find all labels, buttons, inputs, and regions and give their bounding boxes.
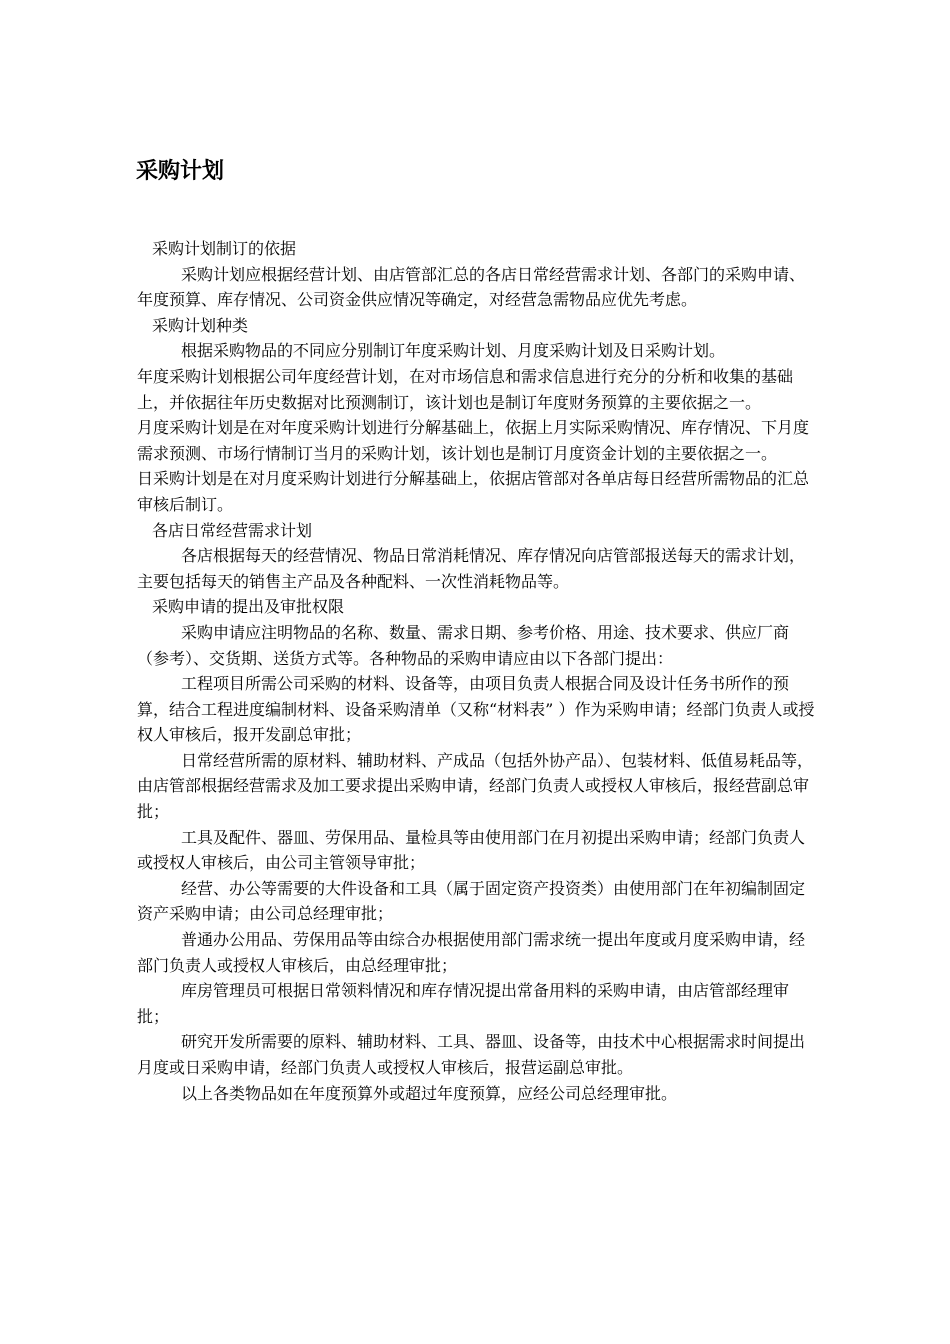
paragraph-application-intro: 采购申请应注明物品的名称、数量、需求日期、参考价格、用途、技术要求、供应厂商（参考）、交货期、送货方式等。各种物品的采购申请应由以下各部门提出： <box>137 622 790 668</box>
section-heading-store-demand: 各店日常经营需求计划 <box>152 520 313 540</box>
paragraph-daily-operations: 日常经营所需的原材料、辅助材料、产成品（包括外协产品）、包装材料、低值易耗品等，由店管部根据经营需求及加工要求提出采购申请，经部门负责人或授权人审核后，报经营副总审批； <box>137 750 814 822</box>
paragraph-over-budget: 以上各类物品如在年度预算外或超过年度预算，应经公司总经理审批。 <box>181 1083 678 1103</box>
paragraph-basis: 采购计划应根据经营计划、由店管部汇总的各店日常经营需求计划、各部门的采购申请、年度预算、库存情况、公司资金供应情况等确定，对经营急需物品应优先考虑。 <box>137 264 806 310</box>
section-heading-types: 采购计划种类 <box>152 315 249 335</box>
document-title: 采购计划 <box>136 159 225 184</box>
section-heading-application: 采购申请的提出及审批权限 <box>152 597 345 617</box>
paragraph-types-intro: 根据采购物品的不同应分别制订年度采购计划、月度采购计划及日采购计划。 <box>181 341 726 361</box>
section-heading-basis: 采购计划制订的依据 <box>152 239 297 258</box>
paragraph-store-demand: 各店根据每天的经营情况、物品日常消耗情况、库存情况向店管部报送每天的需求计划，主要包括每天的销售主产品及各种配料、一次性消耗物品等。 <box>137 546 806 591</box>
paragraph-engineering: 工程项目所需公司采购的材料、设备等，由项目负责人根据合同及设计任务书所作的预算，结合工程进度编制材料、设备采购清单（又称“材料表” ）作为采购申请；经部门负责人或授权人审核后，报开发副总审批； <box>137 674 815 745</box>
paragraph-office-supplies: 普通办公用品、劳保用品等由综合办根据使用部门需求统一提出年度或月度采购申请，经部门负责人或授权人审核后，由总经理审批； <box>137 930 806 975</box>
paragraph-research: 研究开发所需要的原料、辅助材料、工具、器皿、设备等，由技术中心根据需求时间提出月度或日采购申请，经部门负责人或授权人审核后，报营运副总审批。 <box>137 1032 806 1077</box>
paragraph-daily-plan: 日采购计划是在对月度采购计划进行分解基础上，依据店管部对各单店每日经营所需物品的汇总审核后制订。 <box>137 469 810 514</box>
paragraph-monthly-plan: 月度采购计划是在对年度采购计划进行分解基础上，依据上月实际采购情况、库存情况、下月度需求预测、市场行情制订当月的采购计划，该计划也是制订月度资金计划的主要依据之一。 <box>137 418 810 463</box>
document-body <box>137 236 817 1106</box>
paragraph-tools: 工具及配件、器皿、劳保用品、量检具等由使用部门在月初提出采购申请；经部门负责人或授权人审核后，由公司主管领导审批； <box>137 827 806 873</box>
paragraph-fixed-assets: 经营、办公等需要的大件设备和工具（属于固定资产投资类）由使用部门在年初编制固定资产采购申请；由公司总经理审批； <box>137 878 806 924</box>
paragraph-warehouse: 库房管理员可根据日常领料情况和库存情况提出常备用料的采购申请，由店管部经理审批； <box>137 981 790 1026</box>
paragraph-annual-plan: 年度采购计划根据公司年度经营计划，在对市场信息和需求信息进行充分的分析和收集的基础上，并依据往年历史数据对比预测制订，该计划也是制订年度财务预算的主要依据之一。 <box>137 366 794 412</box>
